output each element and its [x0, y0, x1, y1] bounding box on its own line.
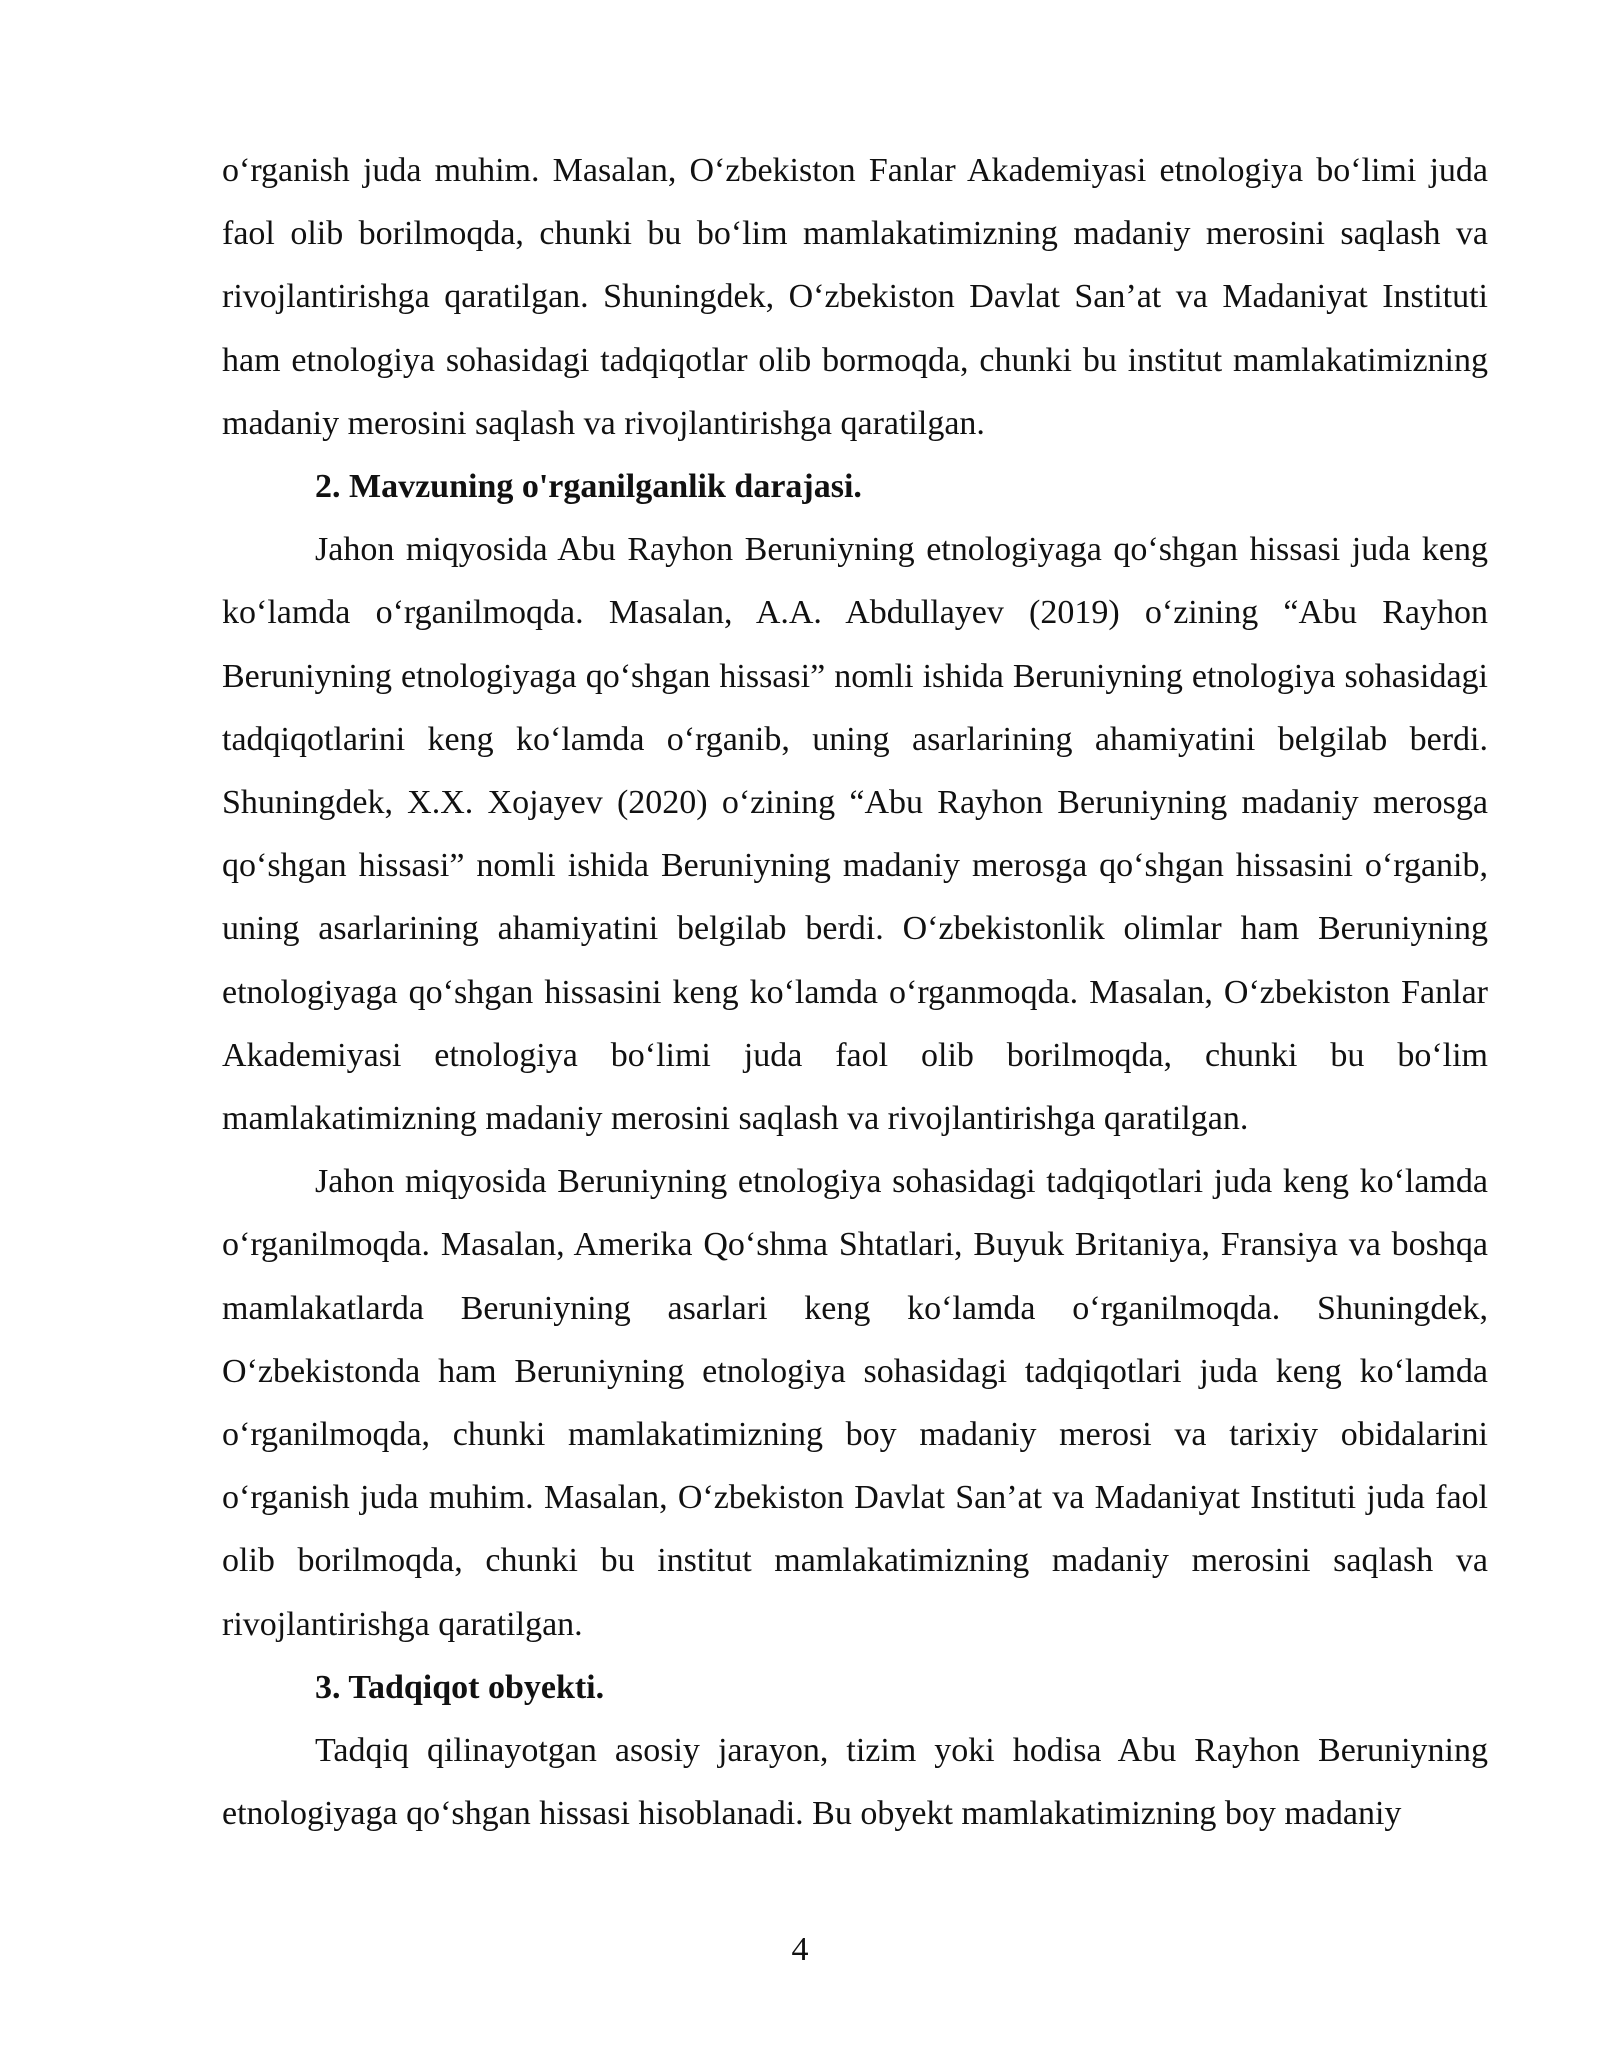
- paragraph-continuation: o‘rganish juda muhim. Masalan, O‘zbekiston Fanlar Akademiyasi etnologiya bo‘limi juda faol olib borilmoqda, chunki bu bo‘lim mamlakatimizning madaniy merosini saqlash va rivojlantirishga qaratilgan. Shuningdek, O‘zbekiston Davlat San’at va Madaniyat Instituti ham etnologiya sohasidagi tadqiqotlar olib bormoqda, chunki bu institut mamlakatimizning madaniy merosini saqlash va rivojlantirishga qaratilgan.: [222, 152, 1488, 442]
- section-heading-research-level: 2. Mavzuning o'rganilganlik darajasi.: [315, 468, 862, 506]
- paragraph-world-research: Jahon miqyosida Abu Rayhon Beruniyning etnologiyaga qo‘shgan hissasi juda keng ko‘lamda o‘rganilmoqda. Masalan, A.A. Abdullayev (2019) o‘zining “Abu Rayhon Beruniyning etnologiyaga qo‘shgan hissasi” nomli ishida Beruniyning etnologiya sohasidagi tadqiqotlarini keng ko‘lamda o‘rganib, uning asarlarining ahamiyatini belgilab berdi. Shuningdek, X.X. Xojayev (2020) o‘zining “Abu Rayhon Beruniyning madaniy merosga qo‘shgan hissasi” nomli ishida Beruniyning madaniy merosga qo‘shgan hissasini o‘rganib, uning asarlarining ahamiyatini belgilab berdi. O‘zbekistonlik olimlar ham Beruniyning etnologiyaga qo‘shgan hissasini keng ko‘lamda o‘rganmoqda. Masalan, O‘zbekiston Fanlar Akademiyasi etnologiya bo‘limi juda faol olib borilmoqda, chunki bu bo‘lim mamlakatimizning madaniy merosini saqlash va rivojlantirishga qaratilgan.: [222, 531, 1488, 1138]
- page-number: 4: [791, 1931, 809, 1968]
- section-heading-research-object: 3. Tadqiqot obyekti.: [315, 1668, 605, 1706]
- page-body: [222, 139, 1488, 1845]
- paragraph-research-object: Tadqiq qilinayotgan asosiy jarayon, tizim yoki hodisa Abu Rayhon Beruniyning etnologiyaga qo‘shgan hissasi hisoblanadi. Bu obyekt mamlakatimizning boy madaniy: [222, 1732, 1488, 1833]
- paragraph-international-studies: Jahon miqyosida Beruniyning etnologiya sohasidagi tadqiqotlari juda keng ko‘lamda o‘rganilmoqda. Masalan, Amerika Qo‘shma Shtatlari, Buyuk Britaniya, Fransiya va boshqa mamlakatlarda Beruniyning asarlari keng ko‘lamda o‘rganilmoqda. Shuningdek, O‘zbekistonda ham Beruniyning etnologiya sohasidagi tadqiqotlari juda keng ko‘lamda o‘rganilmoqda, chunki mamlakatimizning boy madaniy merosi va tarixiy obidalarini o‘rganish juda muhim. Masalan, O‘zbekiston Davlat San’at va Madaniyat Instituti juda faol olib borilmoqda, chunki bu institut mamlakatimizning madaniy merosini saqlash va rivojlantirishga qaratilgan.: [222, 1163, 1488, 1643]
